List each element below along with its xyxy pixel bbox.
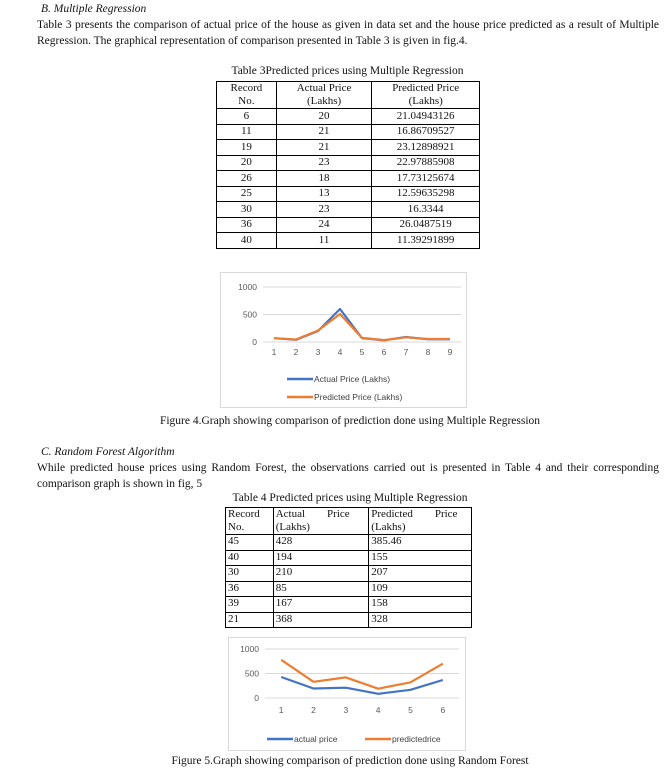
x-tick-label: 3 (343, 705, 349, 715)
y-tick-label: 0 (254, 693, 259, 703)
table-cell: 21 (226, 612, 274, 628)
table3 (216, 81, 480, 249)
table-header-row (217, 82, 480, 109)
table-row (217, 186, 480, 202)
table-header-line: No. (228, 521, 245, 533)
x-tick-label: 8 (425, 347, 431, 357)
table-cell: 23 (276, 155, 372, 171)
table-header-cell (276, 82, 372, 109)
table-cell: 210 (273, 566, 369, 582)
table-cell: 16.3344 (372, 202, 480, 218)
table-cell: 39 (226, 597, 274, 613)
table3-caption: Table 3Predicted prices using Multiple Regression (231, 65, 464, 77)
table-header-cell (369, 508, 472, 535)
table-row (217, 124, 480, 140)
legend-label: Actual Price (Lakhs) (314, 374, 391, 384)
table-cell: 45 (226, 535, 274, 551)
table-header-line: (Lakhs) (306, 95, 342, 107)
table-header-line: (Lakhs) (408, 95, 443, 107)
table-header-cell (217, 82, 277, 109)
table-cell: 17.73125674 (372, 171, 480, 187)
figure4-chart (220, 272, 467, 408)
table-cell: 22.97885908 (372, 155, 480, 171)
table-cell: 368 (273, 612, 369, 628)
figure4-caption: Figure 4.Graph showing comparison of prediction done using Multiple Regression (159, 415, 541, 427)
y-tick-label: 500 (244, 668, 259, 679)
series-line (274, 314, 450, 340)
table-cell: 109 (369, 581, 472, 597)
table-cell: 11.39291899 (372, 233, 480, 249)
table-cell: 40 (217, 233, 277, 249)
table-cell: 23.12898921 (372, 140, 480, 156)
y-tick-label: 500 (242, 309, 257, 320)
table-row (217, 171, 480, 187)
x-tick-label: 6 (381, 347, 387, 357)
table-header-row (226, 508, 472, 535)
table-header-line: Predicted Price (371, 508, 458, 520)
table-header-line: Record (228, 508, 260, 520)
table-header-line: Actual Price (296, 82, 352, 94)
y-tick-label: 1000 (238, 282, 257, 292)
table-cell: 155 (369, 550, 472, 566)
table-header-line: Predicted Price (392, 82, 460, 94)
table-row (217, 217, 480, 233)
table-cell: 207 (369, 566, 472, 582)
table-cell: 11 (217, 124, 277, 140)
table-cell: 18 (276, 171, 372, 187)
table-row (226, 597, 472, 613)
series-line (281, 660, 443, 689)
x-tick-label: 5 (408, 705, 413, 715)
x-tick-label: 7 (403, 347, 409, 357)
x-tick-label: 5 (359, 347, 365, 357)
table-header-cell (273, 508, 369, 535)
table-cell: 11 (276, 233, 372, 249)
table-cell: 6 (217, 109, 277, 125)
table-cell: 16.86709527 (372, 124, 480, 140)
x-tick-label: 1 (278, 705, 284, 715)
section-b-paragraph: Table 3 presents the comparison of actual price of the house as given in data set and the house price predicted as a result of Multiple Regression. The graphical representation of comparison presented in Table 3 is given in fig.4. (37, 19, 659, 47)
figure5-chart (228, 637, 466, 751)
table-row (217, 109, 480, 125)
section-c-heading: C. Random Forest Algorithm (41, 446, 175, 458)
x-tick-label: 4 (375, 705, 381, 715)
table-cell: 21.04943126 (372, 109, 480, 125)
table-cell: 194 (273, 550, 369, 566)
table-row (226, 550, 472, 566)
table-row (217, 202, 480, 218)
x-tick-label: 2 (293, 347, 299, 357)
x-tick-label: 3 (315, 347, 321, 357)
table-header-line: (Lakhs) (275, 521, 310, 533)
table-cell: 21 (276, 140, 372, 156)
x-tick-label: 9 (447, 347, 453, 357)
table-header-line: (Lakhs) (371, 521, 406, 533)
table-header-cell (226, 508, 274, 535)
table-cell: 385.46 (369, 535, 472, 551)
table-cell: 30 (217, 202, 277, 218)
x-tick-label: 1 (271, 347, 277, 357)
x-tick-label: 2 (311, 705, 316, 715)
table-cell: 36 (217, 217, 277, 233)
table-row (226, 535, 472, 551)
table-header-line: Record (230, 82, 263, 94)
table-header-cell (372, 82, 480, 109)
table-cell: 20 (217, 155, 277, 171)
table-cell: 13 (276, 186, 372, 202)
figure5-svg (229, 638, 465, 750)
x-tick-label: 4 (337, 347, 343, 357)
series-line (274, 309, 450, 340)
legend-label: Predicted Price (Lakhs) (314, 392, 403, 402)
table-row (226, 566, 472, 582)
figure5-caption: Figure 5.Graph showing comparison of prediction done using Random Forest (171, 755, 529, 767)
table-row (217, 155, 480, 171)
section-b-heading: B. Multiple Regression (41, 3, 147, 15)
table-cell: 328 (369, 612, 472, 628)
x-tick-label: 6 (440, 705, 446, 715)
y-tick-label: 1000 (240, 644, 259, 654)
table-cell: 85 (273, 581, 369, 597)
table-header-line: No. (238, 95, 255, 107)
table-cell: 428 (273, 535, 369, 551)
table-cell: 21 (276, 124, 372, 140)
table-row (226, 581, 472, 597)
table4-caption: Table 4 Predicted prices using Multiple Regression (232, 492, 468, 504)
table-cell: 26 (217, 171, 277, 187)
table4 (225, 507, 472, 628)
table-header-line: Actual Price (275, 508, 350, 520)
table-row (226, 612, 472, 628)
table-row (217, 233, 480, 249)
table-cell: 158 (369, 597, 472, 613)
figure4-svg (221, 273, 466, 407)
table-cell: 30 (226, 566, 274, 582)
section-c-paragraph: While predicted house prices using Random Forest, the observations carried out is presented in Table 4 and their corresponding comparison graph is shown in fig, 5 (37, 462, 659, 490)
table-cell: 25 (217, 186, 277, 202)
table-cell: 40 (226, 550, 274, 566)
series-line (281, 677, 443, 694)
legend-label: predictedrice (392, 734, 441, 744)
legend-label: actual price (294, 734, 338, 744)
table-row (217, 140, 480, 156)
y-tick-label: 0 (252, 337, 257, 347)
table-cell: 167 (273, 597, 369, 613)
table-cell: 19 (217, 140, 277, 156)
table-cell: 36 (226, 581, 274, 597)
table-cell: 20 (276, 109, 372, 125)
table-cell: 23 (276, 202, 372, 218)
table-cell: 12.59635298 (372, 186, 480, 202)
table-cell: 24 (276, 217, 372, 233)
table-cell: 26.0487519 (372, 217, 480, 233)
